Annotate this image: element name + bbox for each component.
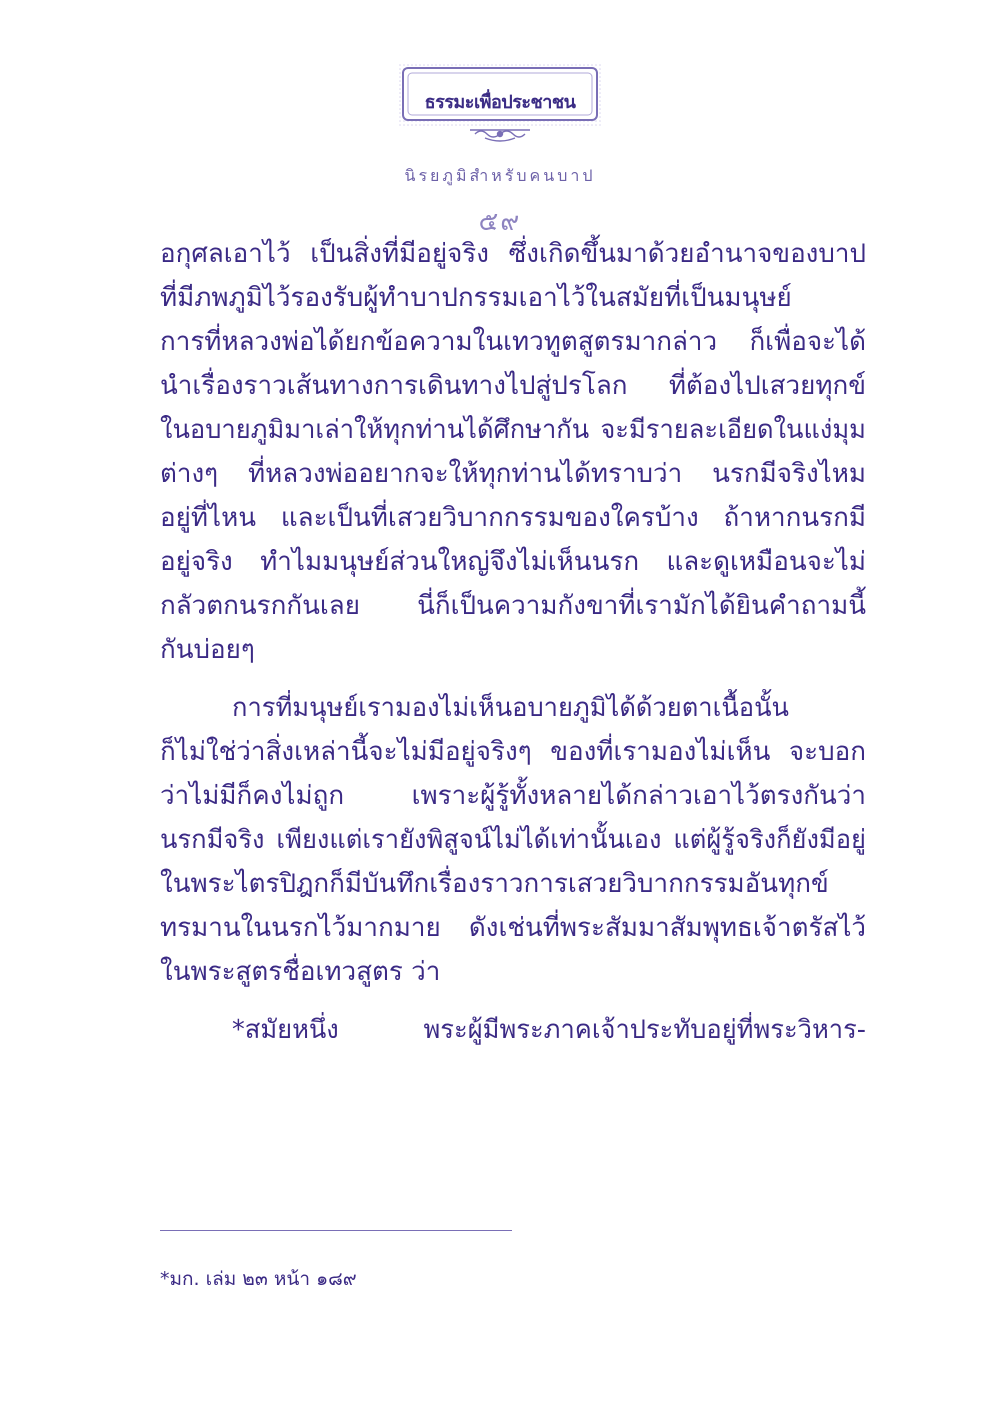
text-line: ในพระสูตรชื่อเทวสูตร ว่า bbox=[160, 957, 441, 987]
text-line: ทรมานในนรกไว้มากมาย ดังเช่นที่พระสัมมาสัมพุทธเจ้าตรัสไว้ bbox=[160, 913, 866, 943]
paragraph-gap bbox=[160, 994, 866, 1008]
text-line: การที่มนุษย์เรามองไม่เห็นอบายภูมิได้ด้วยตาเนื้อนั้น bbox=[232, 693, 789, 723]
paragraph-gap bbox=[160, 672, 866, 686]
text-line: กลัวตกนรกกันเลย นี่ก็เป็นความกังขาที่เรามักได้ยินคำถามนี้ bbox=[160, 591, 866, 621]
book-subtitle: นิรยภูมิสำหรับคนบาป bbox=[404, 166, 596, 185]
text-line: กันบ่อยๆ bbox=[160, 635, 255, 665]
text-line: นำเรื่องราวเส้นทางการเดินทางไปสู่ปรโลก ที่ต้องไปเสวยทุกข์ bbox=[160, 371, 866, 401]
page-header bbox=[0, 60, 1000, 242]
text-line: นรกมีจริง เพียงแต่เรายังพิสูจน์ไม่ได้เท่านั้นเอง แต่ผู้รู้จริงก็ยังมีอยู่ bbox=[160, 825, 866, 855]
text-line: ในอบายภูมิมาเล่าให้ทุกท่านได้ศึกษากัน จะมีรายละเอียดในแง่มุม bbox=[160, 415, 866, 445]
text-line: ต่างๆ ที่หลวงพ่ออยากจะให้ทุกท่านได้ทราบว่า นรกมีจริงไหม bbox=[160, 459, 866, 489]
text-line: อกุศลเอาไว้ เป็นสิ่งที่มีอยู่จริง ซึ่งเกิดขึ้นมาด้วยอำนาจของบาป bbox=[160, 239, 866, 269]
text-line: ที่มีภพภูมิไว้รองรับผู้ทำบาปกรรมเอาไว้ในสมัยที่เป็นมนุษย์ bbox=[160, 283, 792, 313]
book-logo bbox=[395, 60, 605, 164]
text-line: *สมัยหนึ่ง พระผู้มีพระภาคเจ้าประทับอยู่ที่พระวิหาร- bbox=[232, 1015, 866, 1045]
body-text bbox=[160, 232, 866, 1052]
paragraph-2 bbox=[160, 686, 866, 994]
footnote: *มก. เล่ม ๒๓ หน้า ๑๘๙ bbox=[160, 1268, 357, 1290]
text-line: ว่าไม่มีก็คงไม่ถูก เพราะผู้รู้ทั้งหลายได้กล่าวเอาไว้ตรงกันว่า bbox=[160, 781, 866, 811]
paragraph-3 bbox=[160, 1008, 866, 1052]
text-line: การที่หลวงพ่อได้ยกข้อความในเทวทูตสูตรมากล่าว ก็เพื่อจะได้ bbox=[160, 327, 866, 357]
text-line: ก็ไม่ใช่ว่าสิ่งเหล่านี้จะไม่มีอยู่จริงๆ ของที่เรามองไม่เห็น จะบอก bbox=[160, 737, 866, 767]
footnote-divider bbox=[160, 1230, 512, 1231]
paragraph-1 bbox=[160, 232, 866, 672]
text-line: ในพระไตรปิฎกก็มีบันทึกเรื่องราวการเสวยวิบากกรรมอันทุกข์ bbox=[160, 869, 829, 899]
logo-text: ธรรมะเพื่อประชาชน bbox=[424, 92, 576, 113]
text-line: อยู่จริง ทำไมมนุษย์ส่วนใหญ่จึงไม่เห็นนรก และดูเหมือนจะไม่ bbox=[160, 547, 866, 577]
page-number: ๕๙ bbox=[478, 207, 522, 237]
text-line: อยู่ที่ไหน และเป็นที่เสวยวิบากกรรมของใครบ้าง ถ้าหากนรกมี bbox=[160, 503, 866, 533]
